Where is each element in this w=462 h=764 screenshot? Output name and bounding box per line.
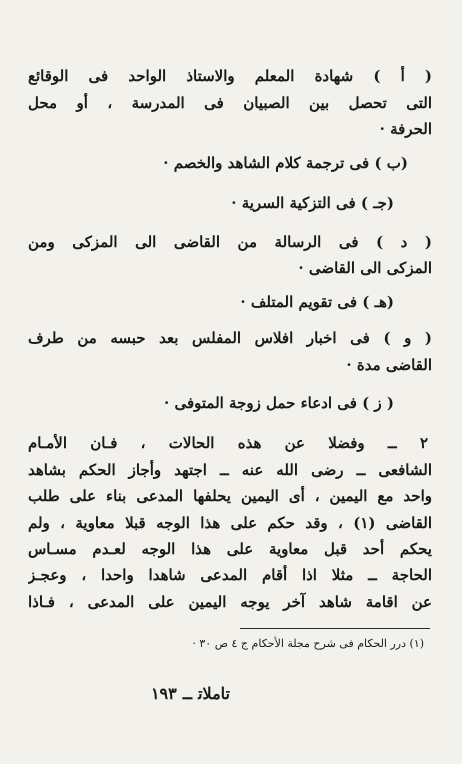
paragraph-2-line-7: عن اقامة شاهد آخر يوجه اليمين على المدعى ، فـاذا xyxy=(28,593,432,611)
page-footer: تاملاتــ١٩٣ xyxy=(150,684,230,703)
list-item-w-line-1: ( و ) فى اخبار افلاس المفلس بعد حبسه من طرف xyxy=(28,329,432,347)
text-line-3: الحرفة · xyxy=(379,120,432,138)
list-item-d-line-2: المزكى الى القاضى · xyxy=(298,259,432,277)
list-item-h: (هـ ) فى تقويم المتلف · xyxy=(240,293,394,311)
paragraph-2-line-5: يحكم أحد قبل معاوية على هذا الوجه لعـدم مسـاس xyxy=(28,540,432,558)
list-item-w-line-2: القاضى مدة · xyxy=(346,356,432,374)
footnote-divider xyxy=(240,628,430,629)
running-title: تاملات xyxy=(198,684,230,703)
list-item-j: (جـ ) فى التزكية السرية · xyxy=(231,194,394,212)
paragraph-2-line-1: ٢ ــ وفضلا عن هذه الحالات ، فـان الأمـام xyxy=(28,434,428,452)
footnote: (١) درر الحكام فى شرح مجلة الأحكام ج ٤ ص ٣٠ · xyxy=(192,637,424,650)
list-item-b: (ب ) فى ترجمة كلام الشاهد والخصم · xyxy=(163,154,408,172)
text-line-2: التى تحصل بين الصبيان فى المدرسة ، أو محل xyxy=(28,94,432,112)
page-number: ١٩٣ xyxy=(150,684,177,703)
paragraph-2-line-6: الحاجة ــ مثلا اذا أقام المدعى شاهدا واحدا ، وعجـز xyxy=(28,566,432,584)
paragraph-2-line-4: القاضى (١) ، وقد حكم على هذا الوجه قبلا معاوية ، ولم xyxy=(28,514,432,532)
text-line-1: ( أ ) شهادة المعلم والاستاذ الواحد فى الوقائع xyxy=(28,67,432,85)
paragraph-2-line-3: واحد مع اليمين ، أى اليمين يحلفها المدعى بناء على طلب xyxy=(28,487,432,505)
list-item-z: ( ز ) فى ادعاء حمل زوجة المتوفى · xyxy=(164,394,394,412)
list-item-d-line-1: ( د ) فى الرسالة من القاضى الى المزكى ومن xyxy=(28,233,432,251)
paragraph-2-line-2: الشافعى ــ رضى الله عنه ــ اجتهد وأجاز الحكم بشاهد xyxy=(28,461,432,479)
